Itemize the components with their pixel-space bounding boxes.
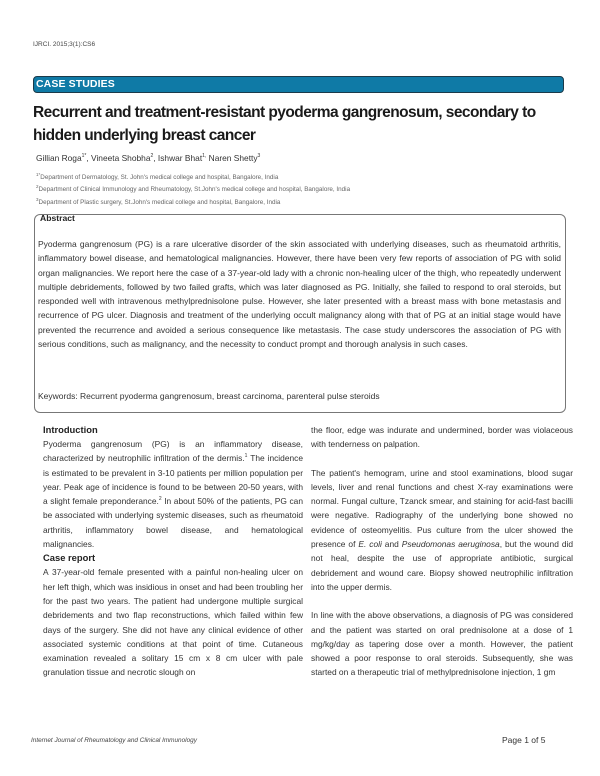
affiliation-marker: 2: [36, 184, 39, 189]
case-report-paragraph: In line with the above observations, a diagnosis of PG was considered and the patient was started on oral prednisolone at a dose of 1 mg/kg/day as tapering dose over a month. However, the patient showed a poor response to oral steroids. Subsequently, she was started on a therapeutic trial of methylprednisolone injection, 1 gm: [311, 610, 573, 678]
left-column: [43, 423, 303, 680]
keywords: Keywords: Recurrent pyoderma gangrenosum, breast carcinoma, parenteral pulse steroids: [38, 391, 380, 401]
case-report-heading: Case report: [43, 552, 96, 564]
author-list: Gillian Roga$^{1*}$, Vineeta Shobha$^2$, Ishwar Bhat$^{1,}$ Naren Shetty$^3$: [36, 153, 261, 163]
affiliation-3: [36, 197, 280, 206]
introduction-heading: Introduction: [43, 424, 98, 435]
case-report-paragraph-continued: the floor, edge was indurate and undermined, border was violaceous with tenderness on palpation.: [311, 425, 573, 450]
section-banner: [33, 76, 564, 93]
author-name: Gillian Roga: [36, 153, 82, 163]
case-report-paragraph: A 37-year-old female presented with a painful non-healing ulcer on her left thigh, which was insidious in onset and had been troubling her for the past two years. The patient had undergone multiple surgical debridements and two flap reconstructions, which failed within few days of the surgery. She did not have any clinical evidence of other associated systemic conditions at that point of time. Cutaneous examination revealed a solitary 15 cm x 8 cm ulcer with pale granulation tissue and necrotic slough on: [43, 567, 303, 678]
author-name: Ishwar Bhat: [157, 153, 203, 163]
case-text: , but the wound did not heal, despite the use of appropriate antibiotic, surgical debridement and wound care. Biopsy showed neutrophilic infiltration into the upper dermis.: [311, 539, 574, 592]
author-affiliation-marker: 1*: [81, 153, 87, 160]
affiliation-text: Department of Clinical Immunology and Rheumatology, St.John's medical college and hospital, Bangalore, India: [38, 186, 351, 194]
author-affiliation-marker: 1,: [202, 153, 207, 160]
footer-journal-name: Internet Journal of Rheumatology and Clinical Immunology: [31, 737, 197, 744]
affiliation-text: Department of Plastic surgery, St.John's medical college and hospital, Bangalore, India: [38, 199, 281, 207]
reference-marker[interactable]: 2: [158, 496, 162, 503]
right-column: [311, 423, 573, 680]
organism-name: E. coli: [358, 539, 382, 550]
case-text: The patient's hemogram, urine and stool examinations, blood sugar levels, liver and renal functions and chest X-ray examinations were normal. Fungal culture, Tzanck smear, and staining for acid-fast bacilli were negative. Radiography of the underlying bone showed no evidence of osteomyelitis. Pus culture from the ulcer showed the presence of: [311, 467, 573, 550]
affiliation-marker: 3: [36, 197, 39, 202]
abstract-text: Pyoderma gangrenosum (PG) is a rare ulcerative disorder of the skin associated with underlying diseases, such as rheumatoid arthritis, inflammatory bowel disease, and hematological malignancies. However, there have been very few reports of association of PG with solid organ malignancies. We report here the case of a 37-year-old lady with a chronic non-healing ulcer of the thigh, who repeatedly underwent multiple debridements, followed by two failed grafts, which was later diagnosed as PG. Initially, she failed to respond to oral steroids, but responded well with intravenous methylprednisolone pulse. However, she later presented with a breast mass with bone metastasis and recurrence of PG ulcer. Diagnosis and treatment of the underlying occult malignancy along with that of PG at an initial stage would have prevented the recurrence and avoided a serious consequence like metastasis. The case study underscores the association of PG with serious conditions, such as malignancy, and the necessity to conduct prompt and thorough analysis in such cases.: [38, 239, 561, 350]
organism-name: Pseudomonas aeruginosa: [401, 539, 500, 550]
reference-marker[interactable]: 1: [244, 453, 248, 460]
author-name: Naren Shetty: [208, 153, 258, 163]
author-name: Vineeta Shobha: [91, 153, 151, 163]
author-affiliation-marker: 3: [257, 153, 261, 160]
affiliation-2: [36, 184, 350, 193]
affiliation-text: Department of Dermatology, St. John's medical college and hospital, Bangalore, India: [40, 174, 279, 182]
page-number: Page 1 of 5: [502, 735, 546, 745]
intro-text: Pyoderma gangrenosum (PG) is an inflammatory disease, characterized by neutrophilic infiltration of the dermis.: [43, 439, 303, 464]
introduction-paragraph: [43, 437, 303, 551]
case-report-paragraph: [311, 466, 573, 595]
intro-text: In about 50% of the patients, PG can be associated with underlying systemic diseases, such as rheumatoid arthritis, inflammatory bowel disease, and hematological malignancies.: [43, 496, 304, 550]
intro-text: The incidence is estimated to be prevalent in 3-10 patients per million population per year. Peak age of incidence is found to be between 20-50 years, with a slight female preponderance.: [43, 453, 303, 507]
affiliation-1: [36, 172, 278, 181]
affiliation-marker: 1*: [36, 172, 41, 177]
citation-header: IJRCI. 2015;3(1):CS6: [33, 41, 96, 48]
author-affiliation-marker: 2: [150, 153, 154, 160]
article-title: Recurrent and treatment-resistant pyoderma gangrenosum, secondary to hidden underlying breast cancer: [33, 104, 536, 144]
section-label: CASE STUDIES: [36, 78, 115, 90]
abstract-heading: Abstract: [40, 213, 75, 223]
case-text: and: [381, 539, 402, 550]
